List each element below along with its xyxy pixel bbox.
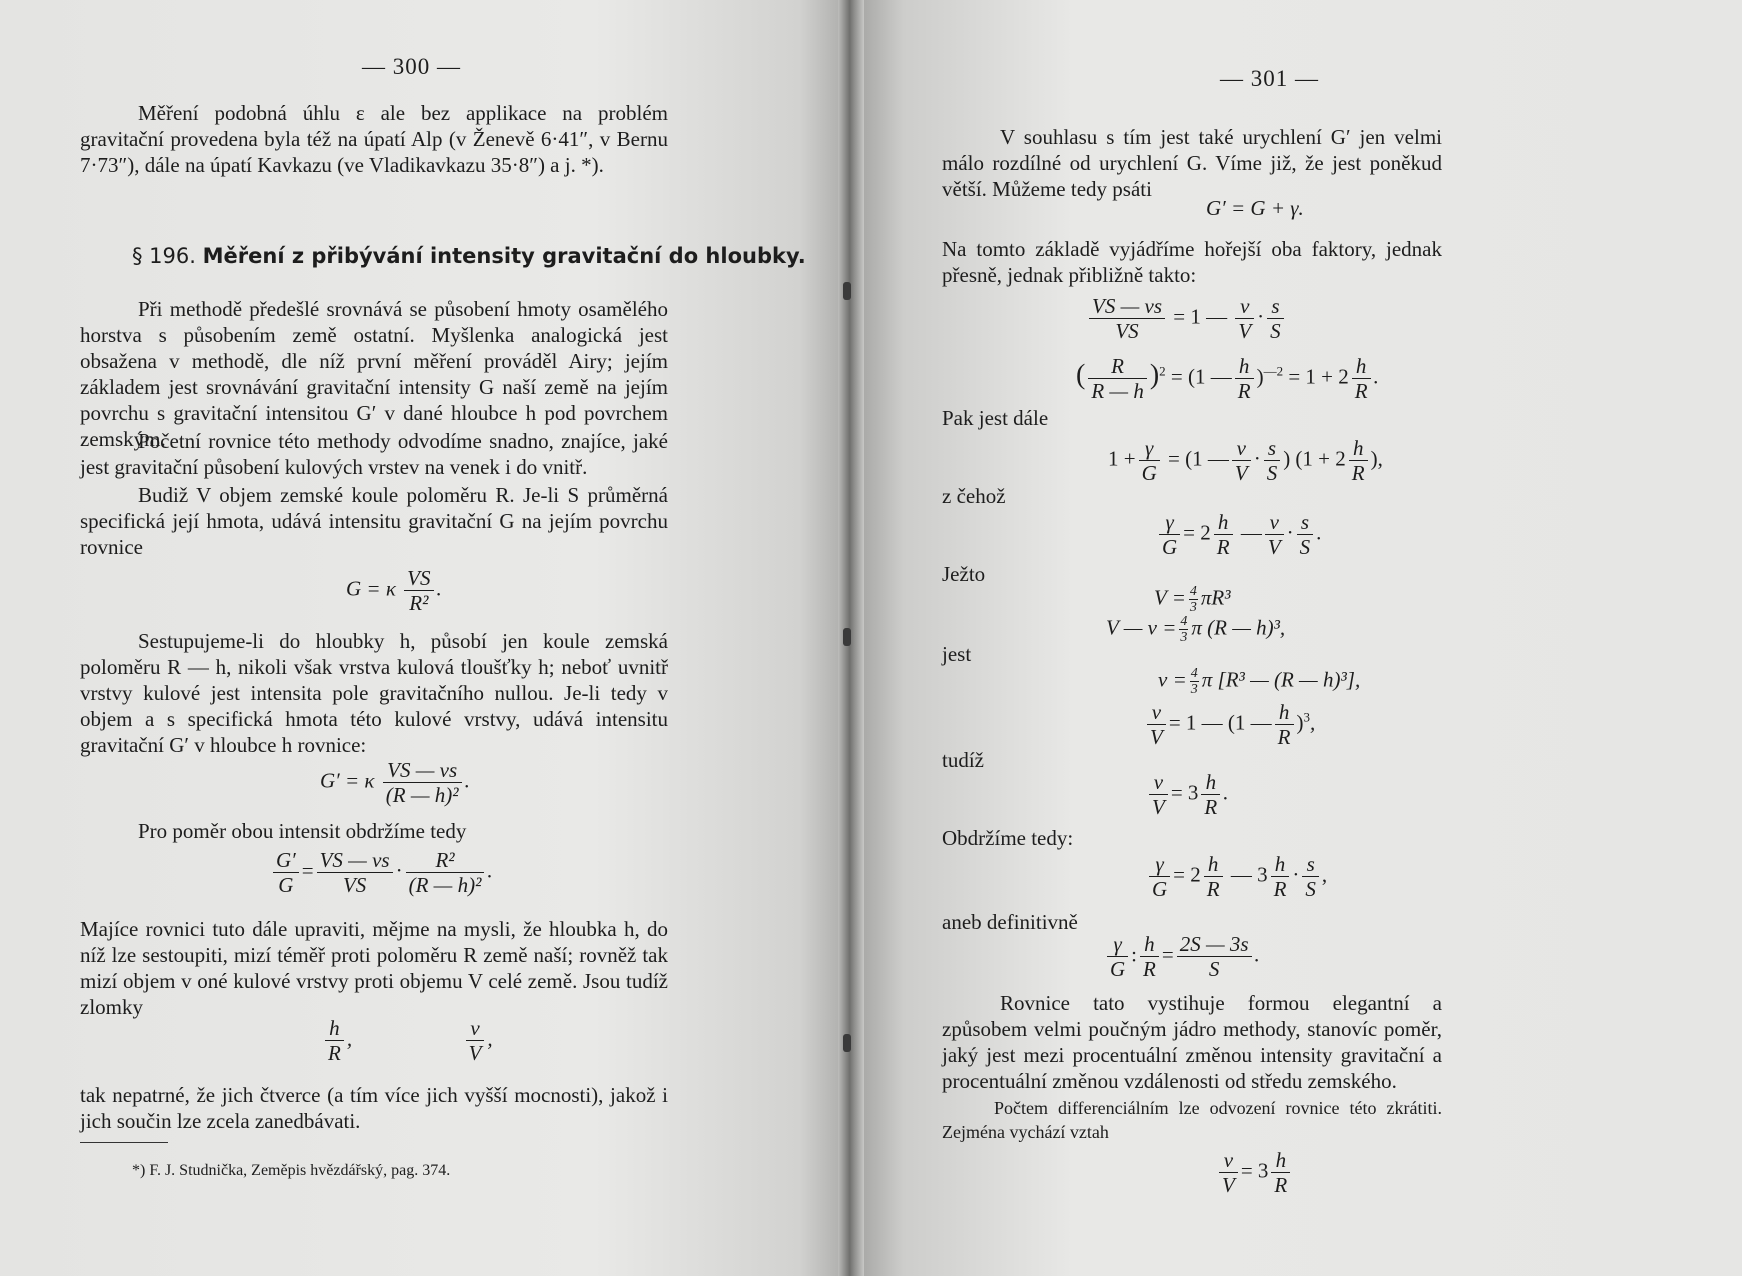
- paragraph-1: V souhlasu s tím jest také urychlení G′ jen velmi málo rozdílné od urychlení G. Víme již, že jest poněkud větší. Můžeme tedy psáti: [942, 125, 1442, 201]
- section-title: Měření z přibývání intensity gravitační do hloubky.: [202, 244, 806, 268]
- paragraph-4: Sestupujeme-li do hloubky h, působí jen koule zemská poloměru R — h, nikoli však vrstva kulová tloušťky h; neboť uvnitř vrstvy kulové jest intensita pole gravitačního nullou. Je-li tedy v objem a s specifická hmota této kulové vrstvy, udává intensitu gravitační G′ v hloubce h rovnice:: [80, 629, 668, 757]
- equation-g-prime: G′ = G + γ.: [1206, 196, 1304, 220]
- label-jest: jest: [942, 642, 972, 666]
- label-aneb-definitivne: aneb definitivně: [942, 910, 1078, 934]
- equation-small-v: v = $\frac{4}{3}$ π [R³ — (R — h)³],: [1158, 666, 1361, 697]
- equation-gamma-approx: $\frac{\gamma}{G}$ = 2 $\frac{h}{R}$ — $\frac{v}{V}$ · $\frac{s}{S}$ .: [1156, 510, 1321, 559]
- label-jezto: Ježto: [942, 562, 986, 586]
- binding-stitch: [843, 628, 851, 646]
- footnote-rule: [80, 1142, 168, 1143]
- equation-factor-2: ( $\frac{R}{R — h}$ )$^2$ = (1 — $\frac{h}{R}$ )$^{—2}$ = 1 + 2 $\frac{h}{R}$ .: [1076, 354, 1379, 403]
- label-z-ceho: z čehož: [942, 484, 1006, 508]
- section-heading: [132, 244, 806, 268]
- footnote: *) F. J. Studnička, Zeměpis hvězdářský, pag. 374.: [132, 1162, 451, 1179]
- equation-g-prime: G′ = κ $\frac{VS — vs}{\text{(R — h)²}}$ .: [320, 758, 470, 807]
- binding-stitch: [843, 1034, 851, 1052]
- paragraph-1: Při methodě předešlé srovnává se působení hmoty osamělého horstva s působením země ostatní. Myšlenka analogická jest obsažena v methodě, dle níž první měření prováděl Airy; jejím základem jest srovnávání gravitační intensity G naší země na jejím povrchu s gravitační intensitou G′ v dané hloubce h pod povrchem zemským.: [80, 297, 668, 451]
- label-obdrzime-tedy: Obdržíme tedy:: [942, 826, 1074, 850]
- paragraph-5: Pro poměr obou intensit obdržíme tedy: [138, 819, 467, 843]
- page-number: — 300 —: [362, 54, 461, 79]
- book-gutter: [838, 0, 864, 1276]
- equation-differential: $\frac{v}{V}$ = 3 $\frac{h}{R}$: [1216, 1148, 1293, 1197]
- paragraph-7: tak nepatrné, že jich čtverce (a tím více jich vyšší mocnosti), jakož i jich součin lze zcela zanedbávati.: [80, 1083, 668, 1133]
- equation-g: G = κ $\frac{VS}{\text{R²}}$ .: [346, 566, 442, 615]
- right-page: [850, 0, 1742, 1276]
- page-number: — 301 —: [1220, 66, 1319, 91]
- label-pak-jest-dale: Pak jest dále: [942, 406, 1049, 430]
- equation-v-ratio-approx: $\frac{v}{V}$ = 3 $\frac{h}{R}$ .: [1146, 770, 1229, 819]
- binding-stitch: [843, 282, 851, 300]
- equation-fractions: $\frac{h}{R}$ , $\frac{v}{V}$ ,: [322, 1016, 493, 1065]
- paragraph-3: Budiž V objem zemské koule poloměru R. Je-li S průměrná specifická její hmota, udává intensitu gravitační G na jejím povrchu rovnice: [80, 483, 668, 559]
- label-tudiz: tudíž: [942, 748, 984, 772]
- equation-gamma-product: 1 + $\frac{\gamma}{G}$ = (1 — $\frac{v}{V}$ · $\frac{s}{S}$ ) (1 + 2 $\frac{h}{R}$ ),: [1108, 436, 1383, 485]
- paragraph-2: Početní rovnice této methody odvodíme snadno, znajíce, jaké jest gravitační působení kulových vrstev na venek i do vnitř.: [80, 429, 668, 479]
- equation-ratio: $\frac{G'}{G}$ = $\frac{VS — vs}{VS}$ · $\frac{\text{R²}}{\text{(R — h)²}}$ .: [270, 848, 493, 897]
- equation-gamma-final: $\frac{\gamma}{G}$ = 2 $\frac{h}{R}$ — 3 $\frac{h}{R}$ · $\frac{s}{S}$ ,: [1146, 852, 1327, 901]
- paragraph-2: Na tomto základě vyjádříme hořejší oba faktory, jednak přesně, jednak přibližně takto:: [942, 237, 1442, 287]
- equation-definitive: $\frac{\gamma}{G}$ : $\frac{h}{R}$ = $\frac{2S — 3s}{S}$ .: [1104, 932, 1260, 981]
- paragraph-3: Rovnice tato vystihuje formou elegantní a způsobem velmi poučným jádro methody, stanovíc poměr, jaký jest mezi procentuální změnou intensity gravitační a procentuální změnou vzdálenosti od středu zemského.: [942, 991, 1442, 1093]
- equation-factor-1: $\frac{VS — vs}{VS}$ = 1 — $\frac{v}{V}$ · $\frac{s}{S}$: [1086, 294, 1287, 343]
- paragraph-6: Majíce rovnici tuto dále upraviti, mějme na mysli, že hloubka h, do níž lze sestoupiti, mizí téměř proti poloměru R země naší; rovněž tak mizí objem v oné kulové vrstvy proti objemu V celé země. Jsou tudíž zlomky: [80, 917, 668, 1019]
- paragraph-4: Počtem differenciálním lze odvození rovnice této zkrátiti. Zejména vychází vztah: [942, 1098, 1442, 1142]
- left-page: [0, 0, 850, 1276]
- equation-volume-difference: V — v = $\frac{4}{3}$ π (R — h)³,: [1106, 614, 1286, 645]
- equation-volume: V = $\frac{4}{3}$ πR³: [1154, 584, 1231, 615]
- intro-paragraph: Měření podobná úhlu ε ale bez applikace na problém gravitační provedena byla též na úpatí Alp (v Ženevě 6·41″, v Bernu 7·73″), dále na úpatí Kavkazu (ve Vladikavkazu 35·8″) a j. *).: [80, 101, 668, 177]
- equation-v-ratio-exact: $\frac{v}{V}$ = 1 — (1 — $\frac{h}{R}$ )$^3$,: [1144, 700, 1315, 749]
- section-number: § 196.: [132, 244, 196, 268]
